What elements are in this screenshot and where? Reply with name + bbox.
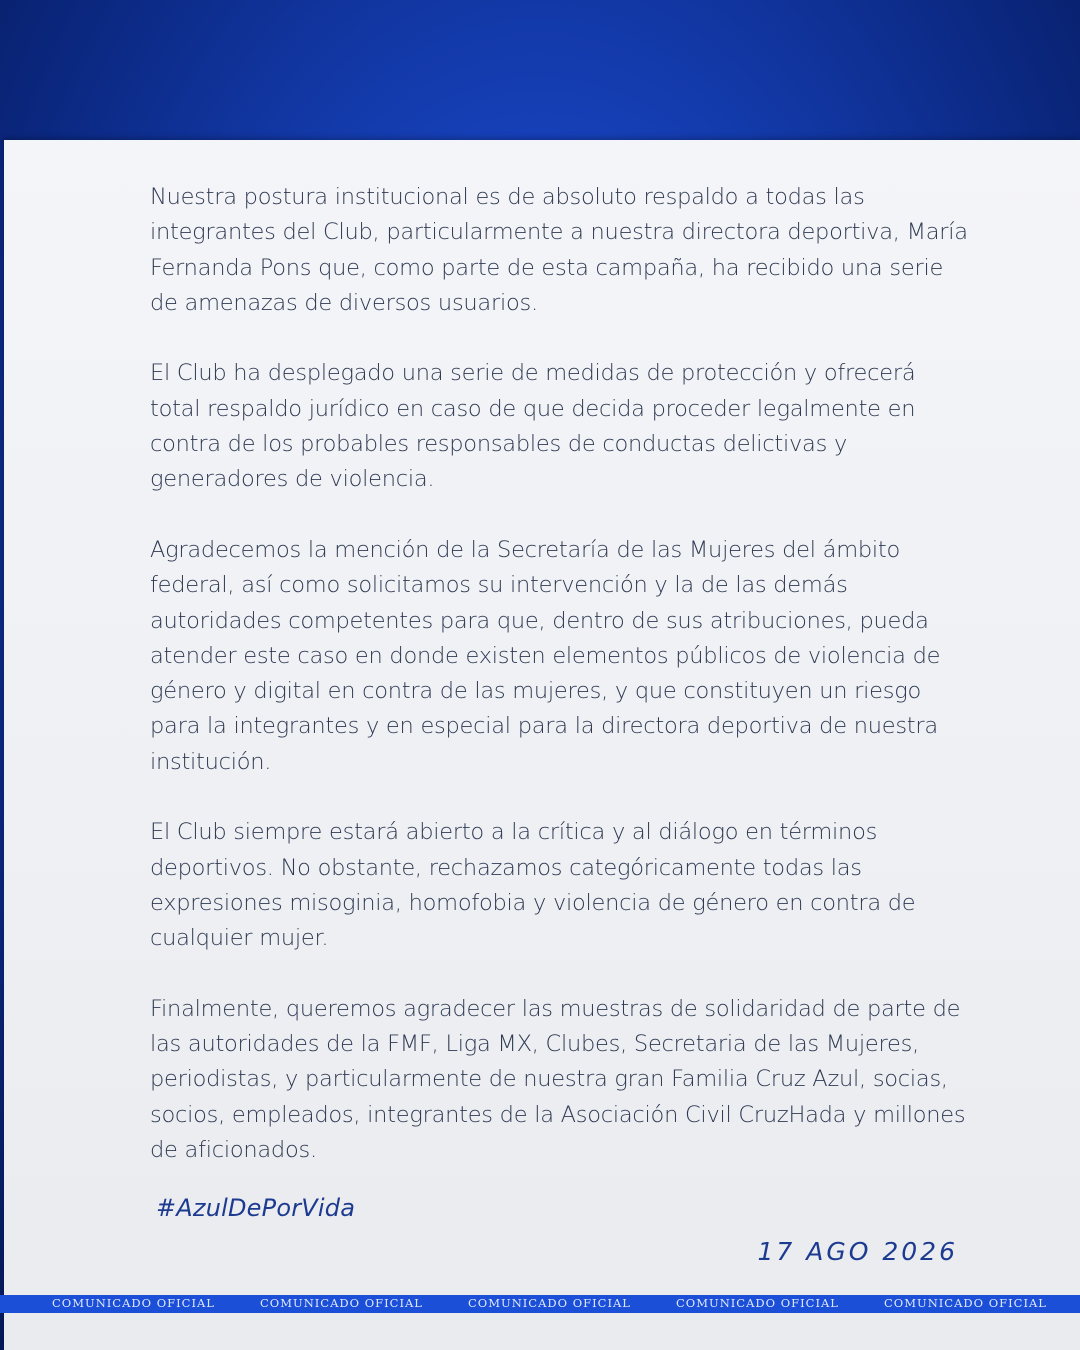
official-statement-ribbon — [0, 1295, 1080, 1313]
paragraph: Finalmente, queremos agradecer las muestras de solidaridad de parte de las autoridades de la FMF, Liga MX, Clubes, Secretaria de las Mujeres, periodistas, y particularmente de nuestra gran Familia Cruz Azul, socias, socios, empleados, integrantes de la Asociación Civil CruzHada y millones de aficionados. — [150, 995, 966, 1164]
hashtag: #AzulDePorVida — [156, 1194, 356, 1222]
ribbon-label: COMUNICADO OFICIAL — [468, 1296, 631, 1310]
statement-body — [150, 180, 970, 1204]
ribbon-label: COMUNICADO OFICIAL — [52, 1296, 215, 1310]
paragraph: El Club siempre estará abierto a la crítica y al diálogo en términos deportivos. No obstante, rechazamos categóricamente todas las expresiones misoginia, homofobia y violencia de género en contra de cualquier mujer. — [150, 819, 916, 952]
statement-paper — [4, 140, 1080, 1350]
statement-date: 17 AGO 2026 — [757, 1237, 958, 1266]
ribbon-label: COMUNICADO OFICIAL — [884, 1296, 1047, 1310]
paragraph: El Club ha desplegado una serie de medidas de protección y ofrecerá total respaldo jurídico en caso de que decida proceder legalmente en contra de los probables responsables de conductas delictivas y generadores de violencia. — [150, 360, 916, 493]
paragraph: Nuestra postura institucional es de absoluto respaldo a todas las integrantes del Club, particularmente a nuestra directora deportiva, María Fernanda Pons que, como parte de esta campaña, ha recibido una serie de amenazas de diversos usuarios. — [150, 184, 968, 316]
ribbon-label: COMUNICADO OFICIAL — [676, 1296, 839, 1310]
paragraph: Agradecemos la mención de la Secretaría de las Mujeres del ámbito federal, así como solicitamos su intervención y la de las demás autoridades competentes para que, dentro de sus atribuciones, pueda atender este caso en donde existen elementos públicos de violencia de género y digital en contra de las mujeres, y que constituyen un riesgo para la integrantes y en especial para la directora deportiva de nuestra institución. — [150, 536, 941, 775]
ribbon-label: COMUNICADO OFICIAL — [260, 1296, 423, 1310]
